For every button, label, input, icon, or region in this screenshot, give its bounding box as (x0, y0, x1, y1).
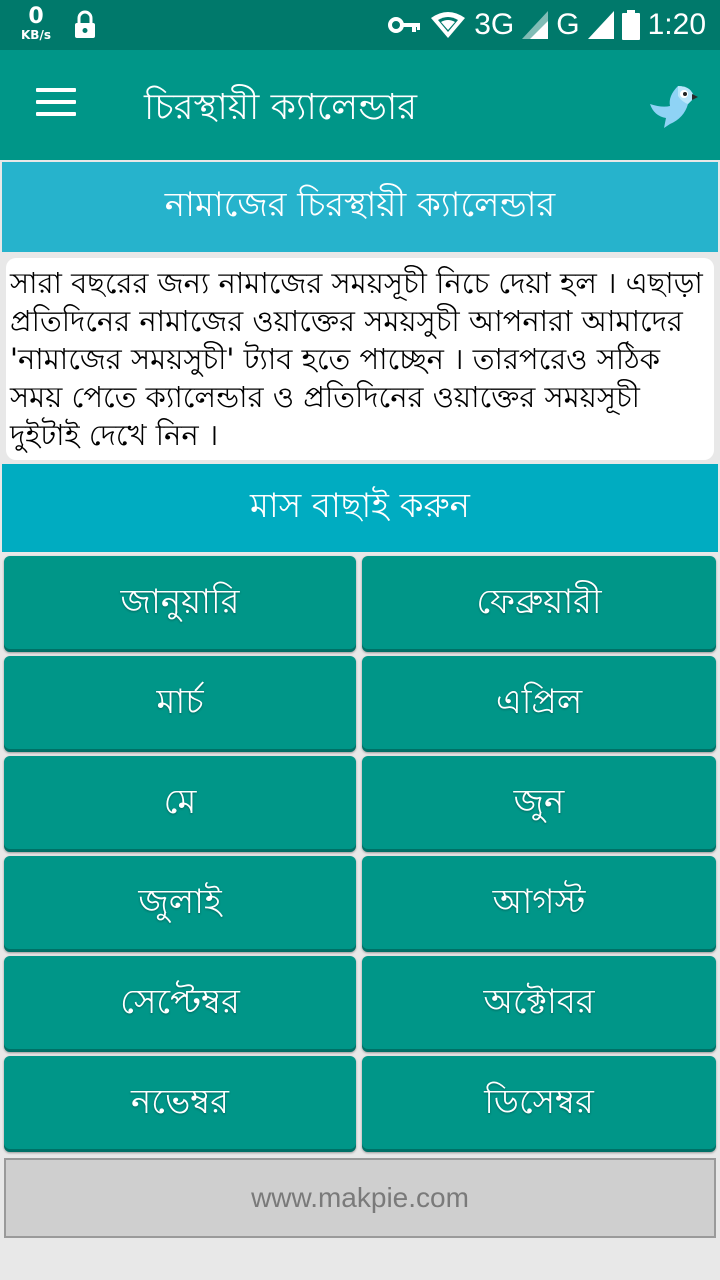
month-button-april[interactable]: এপ্রিল (362, 656, 716, 752)
month-button-august[interactable]: আগস্ট (362, 856, 716, 952)
lock-icon (72, 10, 98, 40)
signal-icon (522, 11, 548, 39)
month-grid (4, 556, 716, 1152)
network-speed (16, 6, 56, 41)
month-button-september[interactable]: সেপ্টেম্বর (4, 956, 356, 1052)
month-button-october[interactable]: অক্টোবর (362, 956, 716, 1052)
month-button-june[interactable]: জুন (362, 756, 716, 852)
network-g-label: G (556, 8, 580, 41)
calendar-header: নামাজের চিরস্থায়ী ক্যালেন্ডার (2, 162, 718, 252)
month-select-header: মাস বাছাই করুন (2, 464, 718, 552)
month-button-february[interactable]: ফেব্রুয়ারী (362, 556, 716, 652)
app-bar (0, 50, 720, 160)
status-icons (388, 0, 706, 50)
month-button-july[interactable]: জুলাই (4, 856, 356, 952)
month-button-november[interactable]: নভেম্বর (4, 1056, 356, 1152)
footer-link[interactable]: www.makpie.com (4, 1158, 716, 1238)
hamburger-menu-icon[interactable] (36, 88, 76, 122)
app-title: চিরস্থায়ী ক্যালেন্ডার (144, 87, 418, 128)
clock: 1:20 (647, 8, 706, 41)
status-bar (0, 0, 720, 50)
network-speed-value: 0 (28, 4, 44, 29)
bird-logo-icon[interactable] (648, 82, 698, 130)
wifi-icon (430, 10, 466, 40)
battery-icon (622, 10, 640, 40)
network-speed-unit: KB/s (21, 28, 51, 42)
month-button-january[interactable]: জানুয়ারি (4, 556, 356, 652)
description-text: সারা বছরের জন্য নামাজের সময়সূচী নিচে দেয়া হল । এছাড়া প্রতিদিনের নামাজের ওয়াক্তের সময়সুচী আপনারা আমাদের 'নামাজের সময়সুচী' ট্যাব হতে পাচ্ছেন । তারপরেও সঠিক সময় পেতে ক্যালেন্ডার ও প্রতিদিনের ওয়াক্তের সময়সূচী দুইটাই দেখে নিন । (6, 258, 714, 460)
month-button-march[interactable]: মার্চ (4, 656, 356, 752)
month-button-may[interactable]: মে (4, 756, 356, 852)
network-3g-label: 3G (474, 8, 515, 41)
month-button-december[interactable]: ডিসেম্বর (362, 1056, 716, 1152)
signal-icon-2 (588, 11, 614, 39)
vpn-key-icon (388, 15, 422, 35)
